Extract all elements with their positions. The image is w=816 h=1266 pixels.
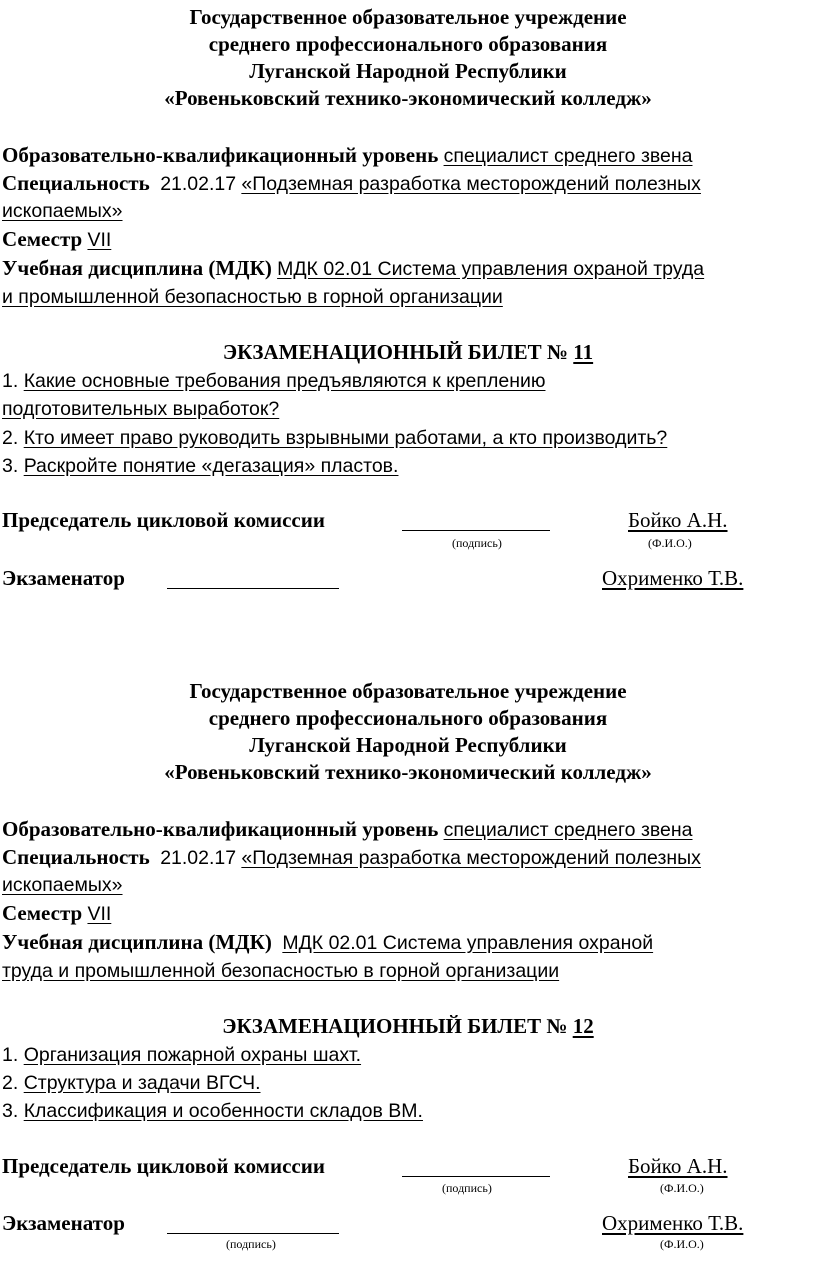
semester-row [2, 226, 111, 254]
question-2 [2, 425, 667, 452]
discipline-label: Учебная дисциплина (МДК) [2, 930, 272, 954]
question-text: Какие основные требования предъявляются к креплению [23, 370, 546, 392]
discipline-row [2, 929, 653, 957]
level-value: специалист среднего звена [443, 819, 693, 841]
question-text: Организация пожарной охраны шахт. [23, 1044, 362, 1066]
discipline-row-cont [2, 283, 503, 311]
specialty-code: 21.02.17 [160, 847, 237, 869]
question-number: 3. [2, 1100, 19, 1122]
discipline-name: МДК 02.01 Система управления охраной труда [277, 258, 705, 280]
header-line: Луганской Народной Республики [249, 59, 567, 83]
ticket-number: 12 [572, 1014, 594, 1038]
semester-value: VII [87, 229, 112, 251]
examiner-label: Экзаменатор [2, 1211, 125, 1235]
discipline-row-cont [2, 957, 559, 985]
examiner-name-text: Охрименко Т.В. [602, 1211, 744, 1235]
question-text: Классификация и особенности складов ВМ. [23, 1100, 423, 1122]
level-label: Образовательно-квалификационный уровень [2, 143, 439, 167]
ticket-title [0, 1013, 816, 1040]
ticket-title [0, 339, 816, 366]
ticket-number: 11 [573, 340, 594, 364]
specialty-name: «Подземная разработка месторождений полезных [241, 173, 701, 195]
question-1 [2, 368, 545, 395]
header-line: среднего профессионального образования [208, 706, 608, 730]
specialty-row [2, 170, 701, 198]
examiner-label: Экзаменатор [2, 566, 125, 590]
qualification-level-row [2, 142, 692, 170]
level-value: специалист среднего звена [443, 145, 693, 167]
header-line: «Ровеньковский технико-экономический колледж» [164, 760, 652, 784]
examiner-fio-caption: (Ф.И.О.) [660, 1237, 704, 1251]
specialty-label: Специальность [2, 845, 150, 869]
question-text: Кто имеет право руководить взрывными работами, а кто производить? [23, 427, 668, 449]
chair-name-text: Бойко А.Н. [628, 508, 728, 532]
discipline-name: МДК 02.01 Система управления охраной [282, 932, 654, 954]
specialty-row [2, 844, 701, 872]
header-line: Луганской Народной Республики [249, 733, 567, 757]
institution-header [0, 4, 816, 112]
chair-signature-line [402, 530, 550, 531]
specialty-name-cont: ископаемых» [2, 874, 123, 896]
question-3 [2, 453, 398, 480]
question-2 [2, 1070, 261, 1097]
signature-caption: (подпись) [442, 1181, 492, 1195]
chair-label: Председатель цикловой комиссии [2, 508, 325, 532]
semester-label: Семестр [2, 901, 83, 925]
examiner-name [602, 565, 743, 592]
discipline-name-cont: труда и промышленной безопасностью в горной организации [2, 960, 560, 982]
qualification-level-row [2, 816, 692, 844]
ticket-title-text: ЭКЗАМЕНАЦИОННЫЙ БИЛЕТ № [222, 1014, 568, 1038]
question-text: Структура и задачи ВГСЧ. [23, 1072, 261, 1094]
ticket-title-text: ЭКЗАМЕНАЦИОННЫЙ БИЛЕТ № [222, 340, 569, 364]
exam-ticket-12 [0, 674, 816, 1266]
chair-name [628, 507, 728, 534]
semester-row [2, 900, 111, 928]
discipline-row [2, 255, 704, 283]
question-number: 3. [2, 455, 19, 477]
institution-header [0, 678, 816, 786]
header-line: Государственное образовательное учреждение [189, 5, 627, 29]
discipline-label: Учебная дисциплина (МДК) [2, 256, 272, 280]
question-3 [2, 1098, 423, 1125]
specialty-label: Специальность [2, 171, 150, 195]
question-number: 1. [2, 1044, 19, 1066]
question-number: 2. [2, 427, 19, 449]
examiner-name [602, 1210, 743, 1237]
question-number: 1. [2, 370, 19, 392]
chair-signature-line [402, 1176, 550, 1177]
examiner-signature-caption: (подпись) [226, 1237, 276, 1251]
level-label: Образовательно-квалификационный уровень [2, 817, 439, 841]
semester-label: Семестр [2, 227, 83, 251]
signature-caption: (подпись) [452, 536, 502, 550]
examiner-name-text: Охрименко Т.В. [602, 566, 744, 590]
examiner-signature-line [167, 588, 339, 589]
header-line: среднего профессионального образования [208, 32, 608, 56]
specialty-code: 21.02.17 [160, 173, 237, 195]
specialty-name-cont: ископаемых» [2, 200, 123, 222]
fio-caption: (Ф.И.О.) [660, 1181, 704, 1195]
specialty-row-cont [2, 197, 123, 225]
chair-name-text: Бойко А.Н. [628, 1154, 728, 1178]
semester-value: VII [87, 903, 112, 925]
question-1-cont [2, 396, 279, 423]
discipline-name-cont: и промышленной безопасностью в горной организации [2, 286, 503, 308]
fio-caption: (Ф.И.О.) [648, 536, 692, 550]
examiner-signature-line [167, 1233, 339, 1234]
header-line: «Ровеньковский технико-экономический колледж» [164, 86, 652, 110]
chair-name [628, 1153, 728, 1180]
question-number: 2. [2, 1072, 19, 1094]
specialty-row-cont [2, 871, 123, 899]
header-line: Государственное образовательное учреждение [189, 679, 627, 703]
chair-label: Председатель цикловой комиссии [2, 1154, 325, 1178]
question-text-cont: подготовительных выработок? [2, 398, 280, 420]
specialty-name: «Подземная разработка месторождений полезных [241, 847, 701, 869]
question-1 [2, 1042, 361, 1069]
question-text: Раскройте понятие «дегазация» пластов. [23, 455, 399, 477]
